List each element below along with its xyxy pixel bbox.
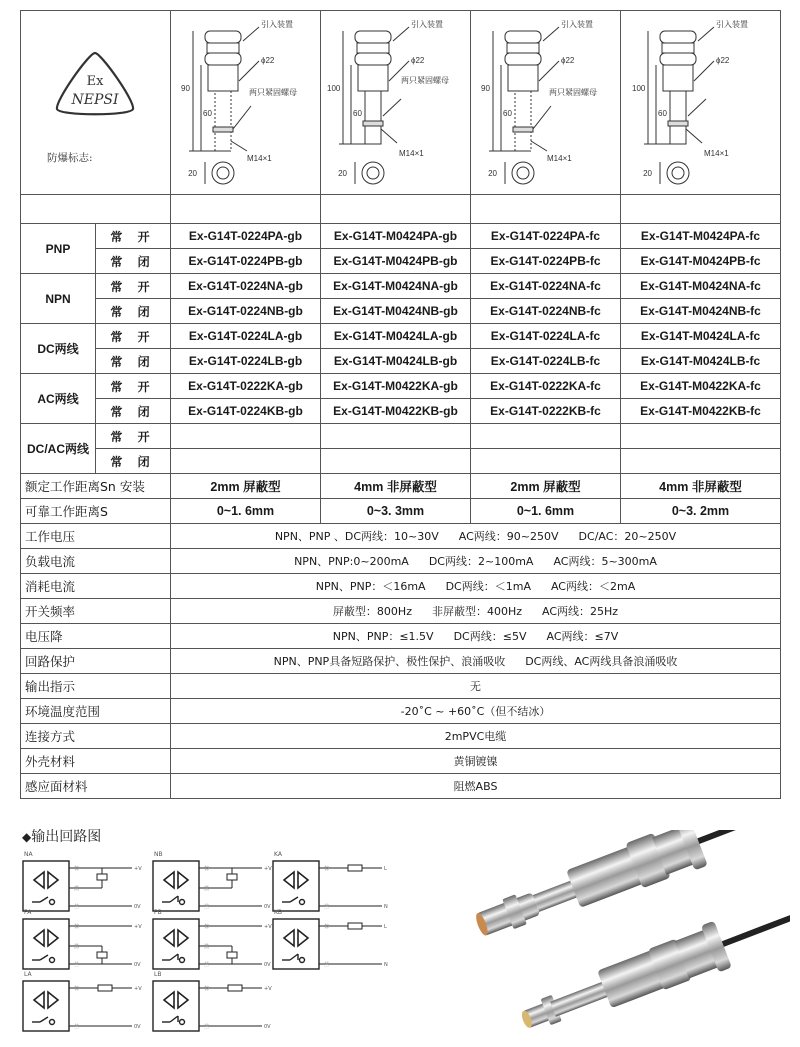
model-number-cell <box>471 424 621 449</box>
property-value <box>171 774 781 799</box>
product-photo <box>420 830 790 1045</box>
wire-label: 兰 <box>204 904 210 910</box>
wire-label: 兰 <box>74 962 80 968</box>
circuit-tag: KB <box>274 909 283 916</box>
wire-label: 棕 <box>204 986 210 992</box>
circuit-schematic <box>22 860 142 915</box>
ex-marking <box>47 123 146 195</box>
circuit-schematic <box>272 918 392 973</box>
diamond-bullet-icon: ◆ <box>22 830 32 844</box>
label-lock-nuts: 两只紧固螺母 <box>249 88 297 97</box>
dimension-drawing <box>321 11 471 191</box>
model-row <box>21 449 781 474</box>
model-number-cell <box>321 449 471 474</box>
property-value-segment: AC两线：5~300mA <box>553 555 657 568</box>
output-type-cell: DC两线 <box>21 324 96 374</box>
drawing-cell <box>171 11 321 195</box>
model-number-cell <box>621 424 781 449</box>
label-hex-size: 20 <box>188 169 197 178</box>
circuit-schematic <box>152 918 272 973</box>
circuit-diagram-pb <box>152 909 272 973</box>
circuit-tag: KA <box>274 851 282 858</box>
wire-label: 兰 <box>74 1024 80 1030</box>
switch-state-cell: 常 闭 <box>96 249 171 274</box>
property-value <box>171 524 781 549</box>
property-value-segment: AC两线：25Hz <box>542 605 619 618</box>
model-number-cell: Ex-G14T-0224LB-fc <box>471 349 621 374</box>
wire-label: 黑 <box>74 944 80 950</box>
circuit-title-text: 输出回路图 <box>31 829 102 845</box>
svg-text:NEPSI: NEPSI <box>71 92 119 108</box>
label-hex-size: 20 <box>488 169 497 178</box>
terminal-label: L <box>384 924 387 930</box>
output-type-cell: NPN <box>21 274 96 324</box>
label-lock-nuts: 两只紧固螺母 <box>549 88 597 97</box>
ex-marking-label: 防爆标志: <box>47 152 93 164</box>
rated-distance-value: 4mm 非屏蔽型 <box>621 474 781 499</box>
label-diameter: ϕ22 <box>561 56 575 65</box>
model-number-cell: Ex-G14T-0222KA-gb <box>171 374 321 399</box>
wire-label: 兰 <box>324 962 330 968</box>
property-value-segment: 非屏蔽型：400Hz <box>431 605 523 618</box>
switch-state-cell: 常 开 <box>96 274 171 299</box>
terminal-label: 0V <box>134 962 141 968</box>
model-row <box>21 374 781 399</box>
property-value-segment: 屏蔽型：800Hz <box>332 605 412 618</box>
model-number-cell: Ex-G14T-0224NB-fc <box>471 299 621 324</box>
dimension-drawing <box>471 11 621 191</box>
model-number-cell: Ex-G14T-0224NA-gb <box>171 274 321 299</box>
property-value-segment: NPN、PNP 、DC两线：10~30V <box>274 530 439 543</box>
label-thread: M14×1 <box>547 154 572 163</box>
label-cable-entry: 引入装置 <box>411 20 443 29</box>
label-thread: M14×1 <box>703 149 729 158</box>
property-value-segment: AC两线：≤7V <box>546 630 619 643</box>
model-number-cell: Ex-G14T-M0422KB-gb <box>321 399 471 424</box>
property-value-segment: 阻燃ABS <box>453 780 498 793</box>
property-label: 负载电流 <box>21 549 171 574</box>
model-row <box>21 424 781 449</box>
property-value-segment: NPN、PNP：＜16mA <box>315 580 426 593</box>
wire-label: 棕 <box>324 866 330 872</box>
switch-state-cell: 常 开 <box>96 424 171 449</box>
model-number-cell: Ex-G14T-M0422KB-fc <box>621 399 781 424</box>
model-number-cell: Ex-G14T-M0424NA-gb <box>321 274 471 299</box>
wire-label: 棕 <box>74 866 80 872</box>
model-number-cell <box>471 449 621 474</box>
label-total-length: 90 <box>181 84 190 93</box>
model-number-cell: Ex-G14T-M0424PA-gb <box>321 224 471 249</box>
model-number-cell: Ex-G14T-M0424LA-gb <box>321 324 471 349</box>
model-number-cell <box>321 424 471 449</box>
circuit-schematic <box>22 980 142 1035</box>
model-number-cell: Ex-G14T-M0424LA-fc <box>621 324 781 349</box>
terminal-label: +V <box>264 924 272 930</box>
property-value-segment: -20˚C ~ +60˚C（但不结冰） <box>400 705 551 718</box>
label-cable-entry: 引入装置 <box>715 20 748 29</box>
model-row <box>21 324 781 349</box>
property-value-segment: NPN、PNP：≤1.5V <box>332 630 434 643</box>
circuit-diagram-pa <box>22 909 142 973</box>
sensor-photo-1 <box>469 830 779 950</box>
label-total-length: 100 <box>327 84 341 93</box>
property-label: 输出指示 <box>21 674 171 699</box>
terminal-label: 0V <box>264 904 271 910</box>
reliable-distance-value: 0~3. 2mm <box>621 499 781 524</box>
model-number-cell: Ex-G14T-M0422KA-gb <box>321 374 471 399</box>
property-row <box>21 599 781 624</box>
model-number-cell: Ex-G14T-0222KB-fc <box>471 399 621 424</box>
drawing-cell <box>321 11 471 195</box>
wire-label: 黑 <box>204 886 210 892</box>
logo-cell <box>21 11 171 195</box>
wire-label: 兰 <box>74 904 80 910</box>
property-value-segment: AC两线：＜2mA <box>550 580 636 593</box>
label-thread-length: 60 <box>657 109 667 118</box>
switch-state-cell: 常 闭 <box>96 349 171 374</box>
rated-distance-value: 2mm 屏蔽型 <box>471 474 621 499</box>
property-value-segment: DC两线：2~100mA <box>428 555 534 568</box>
label-hex-size: 20 <box>642 169 652 178</box>
terminal-label: +V <box>264 866 272 872</box>
rated-distance-row <box>21 474 781 499</box>
wire-label: 兰 <box>204 962 210 968</box>
reliable-distance-label: 可靠工作距离S <box>21 499 171 524</box>
circuit-schematic <box>22 918 142 973</box>
wire-label: 棕 <box>204 924 210 930</box>
header-row <box>21 11 781 195</box>
rated-distance-value: 2mm 屏蔽型 <box>171 474 321 499</box>
switch-state-cell: 常 闭 <box>96 399 171 424</box>
model-number-cell: Ex-G14T-M0424NA-fc <box>621 274 781 299</box>
model-row <box>21 249 781 274</box>
reliable-distance-value: 0~1. 6mm <box>471 499 621 524</box>
switch-state-cell: 常 闭 <box>96 299 171 324</box>
rated-distance-value: 4mm 非屏蔽型 <box>321 474 471 499</box>
model-row <box>21 349 781 374</box>
property-value <box>171 724 781 749</box>
output-type-cell: PNP <box>21 224 96 274</box>
property-value <box>171 674 781 699</box>
property-value <box>171 699 781 724</box>
wire-label: 黑 <box>204 944 210 950</box>
model-number-cell: Ex-G14T-M0424PB-gb <box>321 249 471 274</box>
model-number-cell: Ex-G14T-0224PB-fc <box>471 249 621 274</box>
property-value-segment: DC/AC：20~250V <box>578 530 677 543</box>
terminal-label: 0V <box>134 904 141 910</box>
wire-label: 棕 <box>324 924 330 930</box>
property-label: 消耗电流 <box>21 574 171 599</box>
property-label: 工作电压 <box>21 524 171 549</box>
property-row <box>21 774 781 799</box>
property-value <box>171 624 781 649</box>
model-number-cell <box>171 449 321 474</box>
circuit-schematic <box>272 860 392 915</box>
terminal-label: 0V <box>264 962 271 968</box>
terminal-label: N <box>384 962 388 968</box>
property-row <box>21 699 781 724</box>
property-value-segment: AC两线：90~250V <box>458 530 559 543</box>
terminal-label: +V <box>264 986 272 992</box>
property-value-segment: 黄铜镀镍 <box>453 755 498 768</box>
reliable-distance-value: 0~3. 3mm <box>321 499 471 524</box>
reliable-distance-row <box>21 499 781 524</box>
wire-label: 棕 <box>204 866 210 872</box>
model-number-cell: Ex-G14T-0224NA-fc <box>471 274 621 299</box>
reliable-distance-value: 0~1. 6mm <box>171 499 321 524</box>
model-number-cell <box>171 424 321 449</box>
model-number-cell: Ex-G14T-0224LB-gb <box>171 349 321 374</box>
property-row <box>21 624 781 649</box>
property-value <box>171 549 781 574</box>
model-number-cell: Ex-G14T-0224LA-fc <box>471 324 621 349</box>
model-number-cell: Ex-G14T-0222KA-fc <box>471 374 621 399</box>
model-number-cell: Ex-G14T-M0422KA-fc <box>621 374 781 399</box>
model-number-cell <box>621 449 781 474</box>
model-row <box>21 274 781 299</box>
model-number-cell: Ex-G14T-M0424PB-fc <box>621 249 781 274</box>
property-row <box>21 674 781 699</box>
switch-state-cell: 常 闭 <box>96 449 171 474</box>
property-label: 电压降 <box>21 624 171 649</box>
wire-label: 棕 <box>74 986 80 992</box>
spec-table <box>20 10 781 799</box>
terminal-label: +V <box>134 986 142 992</box>
model-number-cell: Ex-G14T-M0424PA-fc <box>621 224 781 249</box>
label-total-length: 90 <box>481 84 490 93</box>
property-value-segment: DC两线：≤5V <box>453 630 527 643</box>
property-row <box>21 749 781 774</box>
model-row <box>21 299 781 324</box>
label-thread-length: 60 <box>353 109 362 118</box>
property-value <box>171 649 781 674</box>
model-row <box>21 399 781 424</box>
circuit-section-title <box>22 826 101 846</box>
nepsi-logo-icon <box>49 49 141 119</box>
drawing-cell <box>621 11 781 195</box>
property-row <box>21 724 781 749</box>
label-thread: M14×1 <box>399 149 424 158</box>
output-type-cell: AC两线 <box>21 374 96 424</box>
model-row <box>21 224 781 249</box>
terminal-label: 0V <box>264 1024 271 1030</box>
circuit-diagram-la <box>22 971 142 1035</box>
property-label: 外壳材料 <box>21 749 171 774</box>
property-value-segment: NPN、PNP具备短路保护、极性保护、浪涌吸收 <box>273 655 506 668</box>
circuit-diagram-ka <box>272 851 392 915</box>
label-diameter: ϕ22 <box>261 56 275 65</box>
label-thread-length: 60 <box>203 109 212 118</box>
dimension-drawing <box>171 11 321 191</box>
circuit-tag: PA <box>24 909 32 916</box>
model-number-cell: Ex-G14T-M0424LB-gb <box>321 349 471 374</box>
property-value <box>171 749 781 774</box>
property-label: 环境温度范围 <box>21 699 171 724</box>
property-value-segment: DC两线、AC两线具备浪涌吸收 <box>525 655 678 668</box>
label-diameter: ϕ22 <box>411 56 425 65</box>
blank-row <box>21 195 781 224</box>
model-number-cell: Ex-G14T-0224KB-gb <box>171 399 321 424</box>
circuit-diagram-nb <box>152 851 272 915</box>
property-value-segment: 2mPVC电缆 <box>444 730 507 743</box>
switch-state-cell: 常 开 <box>96 324 171 349</box>
label-total-length: 100 <box>631 84 645 93</box>
switch-state-cell: 常 开 <box>96 374 171 399</box>
property-row <box>21 524 781 549</box>
terminal-label: +V <box>134 924 142 930</box>
model-number-cell: Ex-G14T-0224PA-fc <box>471 224 621 249</box>
property-value-segment: NPN、PNP:0~200mA <box>294 555 409 568</box>
circuit-tag: NA <box>24 851 33 858</box>
wire-label: 黑 <box>74 886 80 892</box>
circuit-diagram-kb <box>272 909 392 973</box>
wire-label: 兰 <box>204 1024 210 1030</box>
property-label: 回路保护 <box>21 649 171 674</box>
circuit-tag: NB <box>154 851 163 858</box>
wire-label: 兰 <box>324 904 330 910</box>
model-number-cell: Ex-G14T-M0424NB-gb <box>321 299 471 324</box>
property-label: 开关频率 <box>21 599 171 624</box>
model-number-cell: Ex-G14T-0224PA-gb <box>171 224 321 249</box>
property-label: 连接方式 <box>21 724 171 749</box>
label-cable-entry: 引入装置 <box>561 20 593 29</box>
switch-state-cell: 常 开 <box>96 224 171 249</box>
dimension-drawing <box>626 11 776 191</box>
label-diameter: ϕ22 <box>715 56 729 65</box>
wire-label: 棕 <box>74 924 80 930</box>
circuit-diagram-na <box>22 851 142 915</box>
circuit-tag: PB <box>154 909 162 916</box>
label-thread: M14×1 <box>247 154 272 163</box>
property-value-segment: 无 <box>470 680 481 693</box>
terminal-label: L <box>384 866 387 872</box>
property-row <box>21 574 781 599</box>
model-number-cell: Ex-G14T-M0424NB-fc <box>621 299 781 324</box>
model-number-cell: Ex-G14T-M0424LB-fc <box>621 349 781 374</box>
label-lock-nuts: 两只紧固螺母 <box>401 76 449 85</box>
terminal-label: N <box>384 904 388 910</box>
output-type-cell: DC/AC两线 <box>21 424 96 474</box>
circuit-schematic <box>152 860 272 915</box>
ex-marking-line <box>47 193 146 195</box>
model-number-cell: Ex-G14T-0224PB-gb <box>171 249 321 274</box>
circuit-diagram-lb <box>152 971 272 1035</box>
property-label: 感应面材料 <box>21 774 171 799</box>
label-thread-length: 60 <box>503 109 512 118</box>
drawing-cell <box>471 11 621 195</box>
terminal-label: 0V <box>134 1024 141 1030</box>
property-row <box>21 649 781 674</box>
circuit-schematic <box>152 980 272 1035</box>
label-hex-size: 20 <box>338 169 347 178</box>
property-value-segment: DC两线：＜1mA <box>445 580 531 593</box>
model-number-cell: Ex-G14T-0224NB-gb <box>171 299 321 324</box>
rated-distance-label: 额定工作距离Sn 安装 <box>21 474 171 499</box>
circuit-tag: LB <box>154 971 162 978</box>
label-cable-entry: 引入装置 <box>261 20 293 29</box>
circuit-tag: LA <box>24 971 32 978</box>
terminal-label: +V <box>134 866 142 872</box>
property-row <box>21 549 781 574</box>
model-number-cell: Ex-G14T-0224LA-gb <box>171 324 321 349</box>
property-value <box>171 599 781 624</box>
property-value <box>171 574 781 599</box>
sensor-photo-2 <box>514 882 790 1044</box>
svg-text:Ex: Ex <box>86 74 104 89</box>
